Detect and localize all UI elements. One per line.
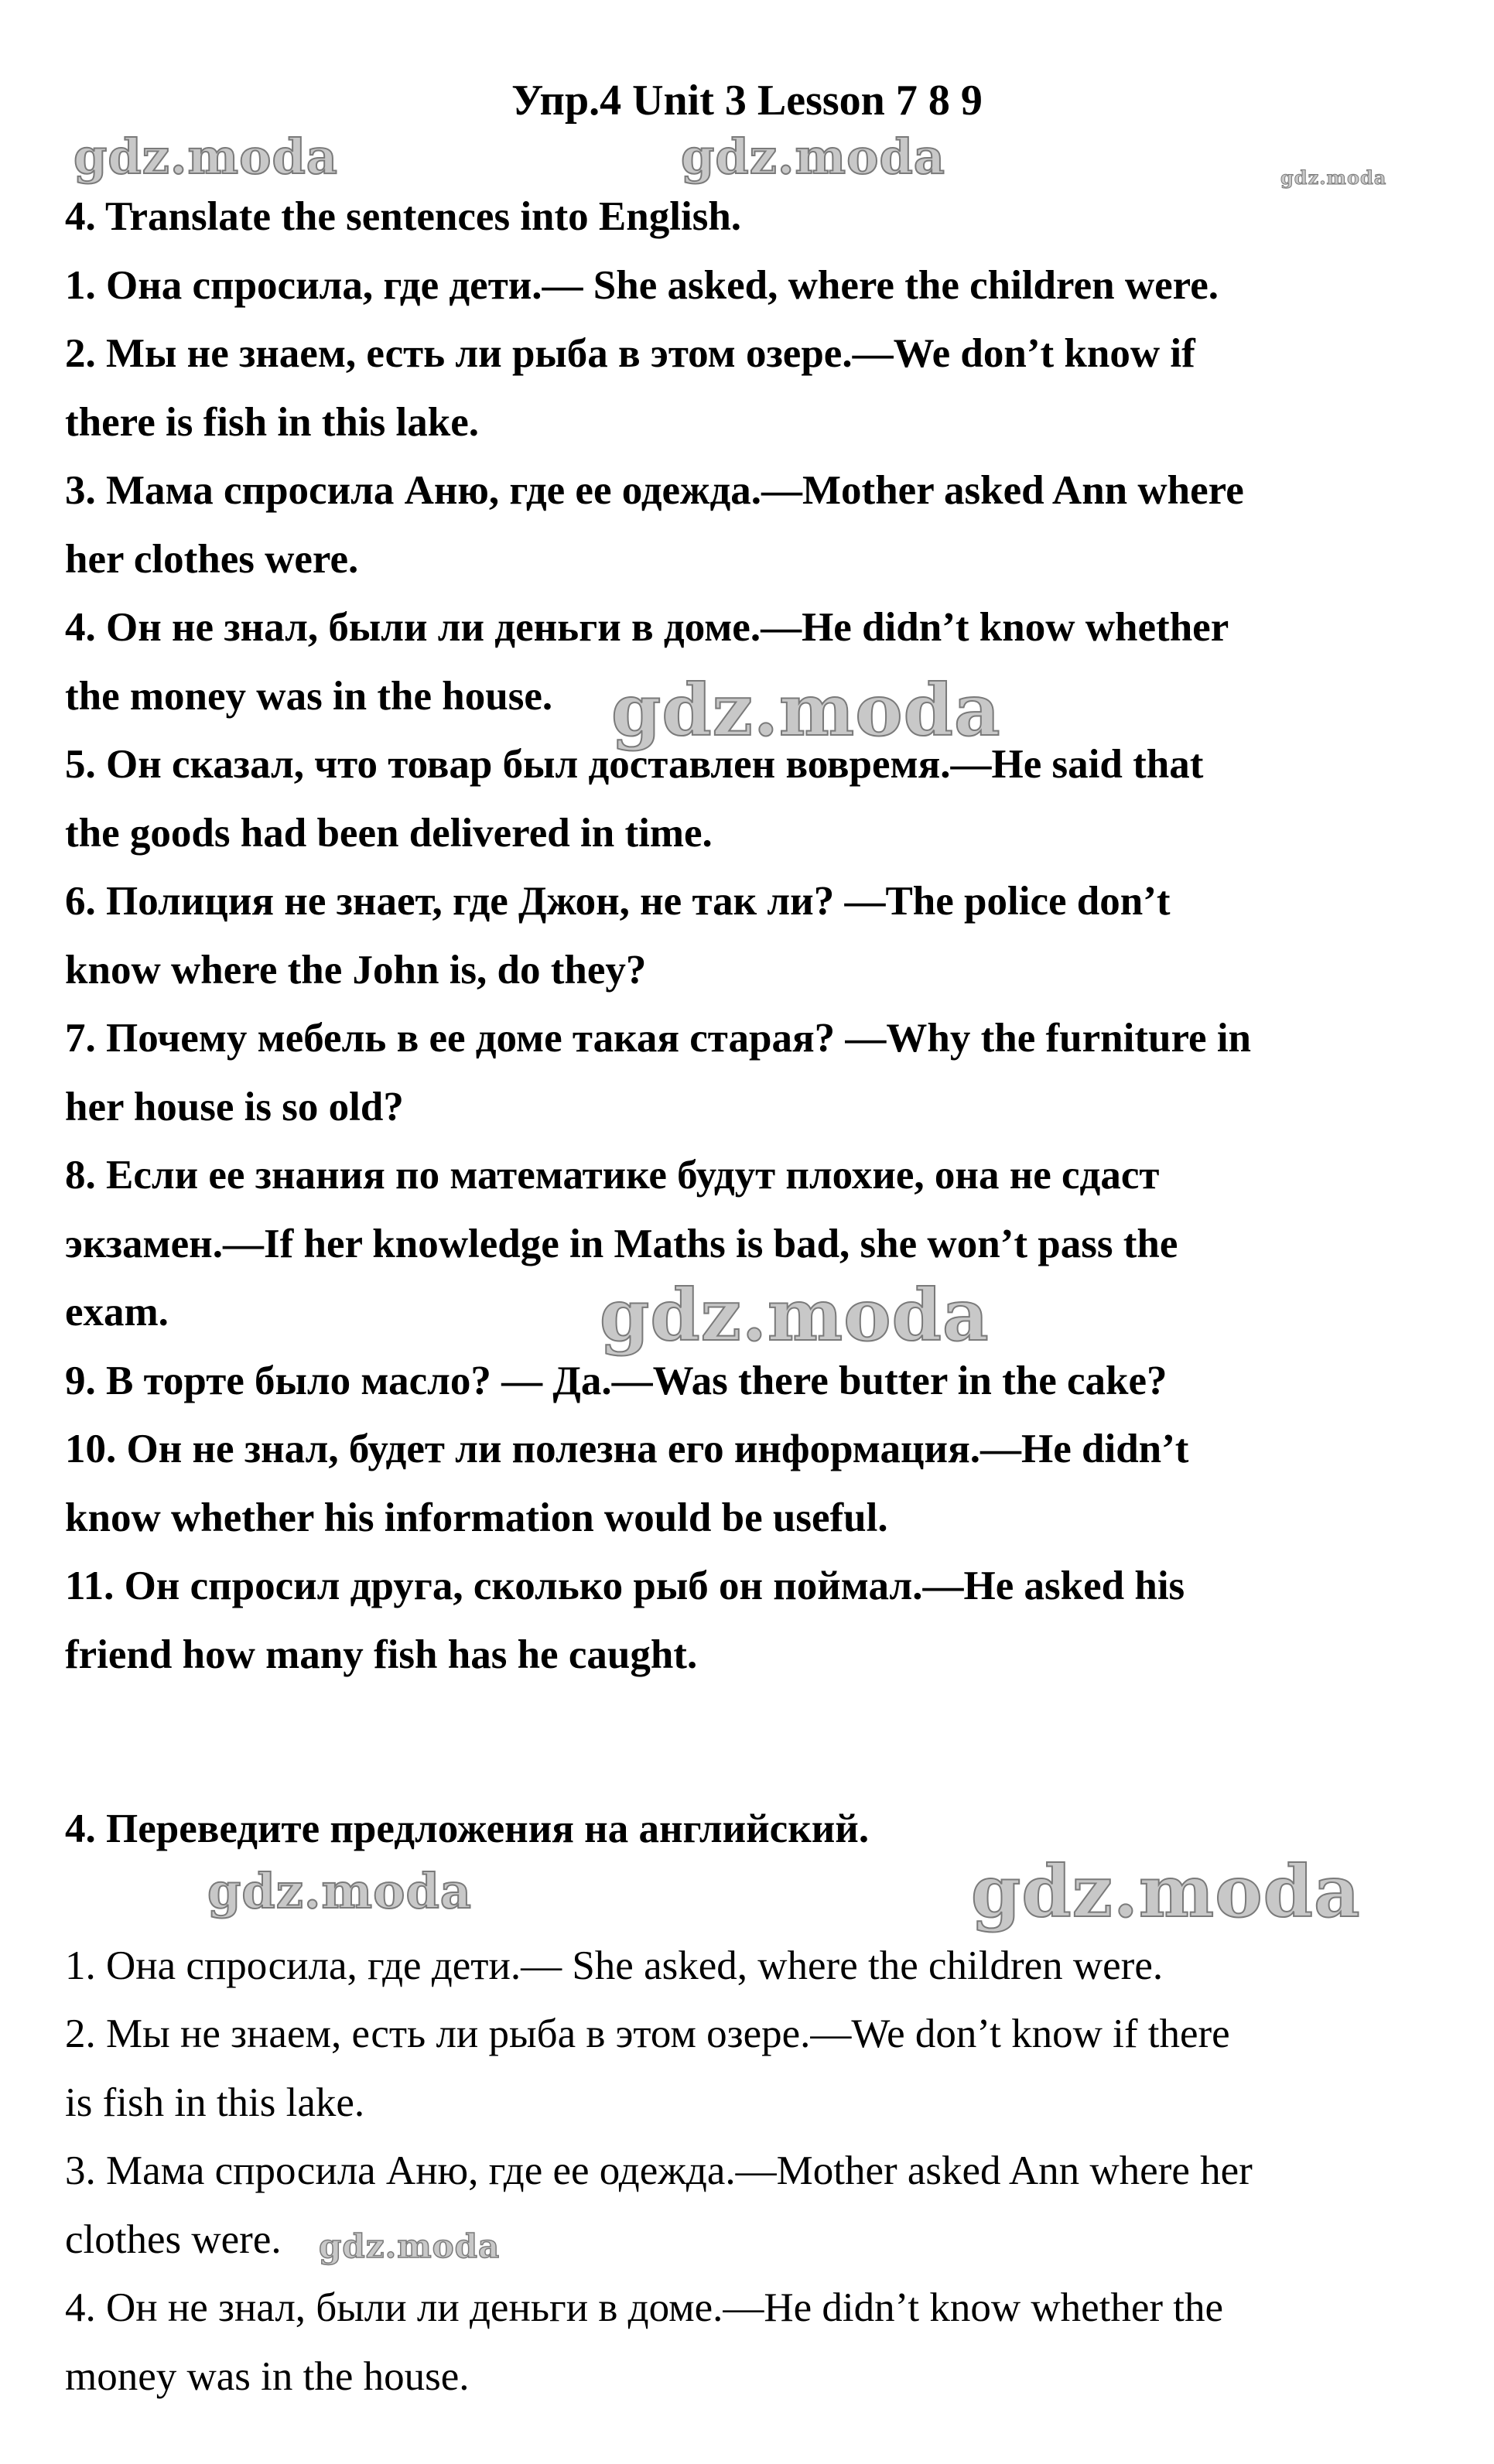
english-section-heading: 4. Translate the sentences into English. <box>65 194 742 239</box>
text-line: the money was in the house. <box>65 673 553 719</box>
text-line: 3. Мама спросила Аню, где ее одежда.—Mother asked Ann where <box>65 468 1244 513</box>
text-line: the goods had been delivered in time. <box>65 810 713 856</box>
text-line: 6. Полиция не знает, где Джон, не так ли? —The police don’t <box>65 879 1171 924</box>
text-line: her clothes were. <box>65 536 359 582</box>
text-line: 1. Она спросила, где дети.— She asked, where the children were. <box>65 262 1219 308</box>
text-line: экзамен.—If her knowledge in Maths is bad, she won’t pass the <box>65 1221 1178 1266</box>
text-line: exam. <box>65 1290 169 1335</box>
text-line: know whether his information would be useful. <box>65 1495 888 1540</box>
watermark: gdz.moda <box>611 668 1001 752</box>
text-line: 8. Если ее знания по математике будут плохие, она не сдаст <box>65 1153 1160 1198</box>
text-line: there is fish in this lake. <box>65 399 479 445</box>
watermark: gdz.moda <box>207 1863 472 1919</box>
text-line: 4. Он не знал, были ли деньги в доме.—He didn’t know whether the <box>65 2285 1224 2330</box>
text-line: 11. Он спросил друга, сколько рыб он поймал.—He asked his <box>65 1563 1185 1608</box>
text-line: 10. Он не знал, будет ли полезна его информация.—He didn’t <box>65 1427 1189 1471</box>
russian-section-heading: 4. Переведите предложения на английский. <box>65 1806 870 1851</box>
text-line: is fish in this lake. <box>65 2080 365 2125</box>
text-line: 4. Он не знал, были ли деньги в доме.—He didn’t know whether <box>65 605 1229 650</box>
watermark: gdz.moda <box>600 1273 990 1357</box>
text-line: money was in the house. <box>65 2353 470 2399</box>
text-line: 2. Мы не знаем, есть ли рыба в этом озере.—We don’t know if there <box>65 2011 1230 2056</box>
text-line: clothes were. <box>65 2216 282 2262</box>
watermark: gdz.moda <box>1280 166 1387 189</box>
text-line: 5. Он сказал, что товар был доставлен вовремя.—He said that <box>65 742 1204 787</box>
text-line: friend how many fish has he caught. <box>65 1632 698 1677</box>
page-title: Упр.4 Unit 3 Lesson 7 8 9 <box>511 77 983 125</box>
text-line: know where the John is, do they? <box>65 947 647 993</box>
text-line: 9. В торте было масло? — Да.—Was there butter in the cake? <box>65 1358 1168 1403</box>
text-line: 7. Почему мебель в ее доме такая старая? —Why the furniture in <box>65 1016 1252 1061</box>
watermark: gdz.moda <box>74 128 338 185</box>
watermark: gdz.moda <box>681 128 945 185</box>
watermark: gdz.moda <box>319 2227 501 2265</box>
watermark: gdz.moda <box>971 1850 1361 1933</box>
english-section <box>65 183 1427 1689</box>
text-line: 2. Мы не знаем, есть ли рыба в этом озере.—We don’t know if <box>65 331 1195 376</box>
text-line: 3. Мама спросила Аню, где ее одежда.—Mother asked Ann where her <box>65 2148 1253 2193</box>
text-line: 1. Она спросила, где дети.— She asked, where the children were. <box>65 1943 1164 1988</box>
text-line: her house is so old? <box>65 1084 404 1129</box>
